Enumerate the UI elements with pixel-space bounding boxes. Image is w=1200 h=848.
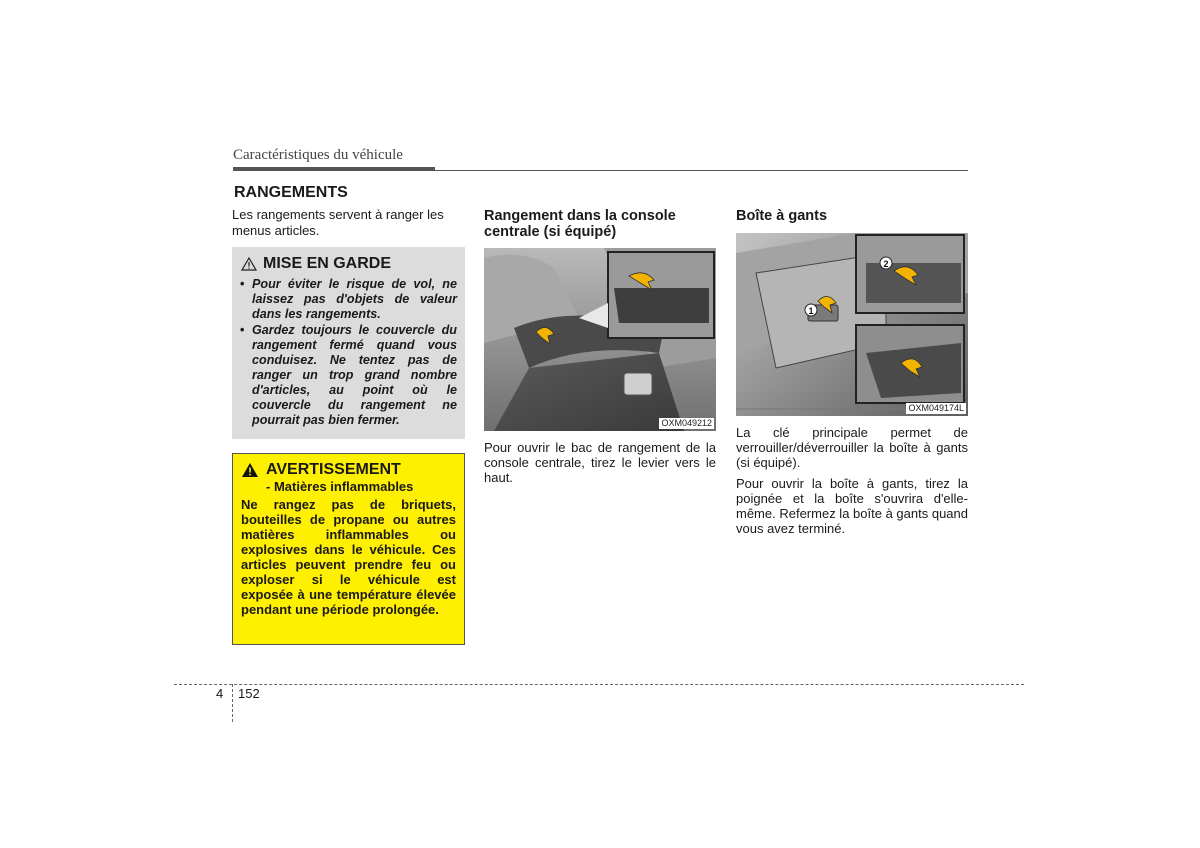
glovebox-photo (736, 233, 968, 416)
glovebox-paragraph: Pour ouvrir la boîte à gants, tirez la poignée et la boîte s'ouvrira d'elle-même. Refermez la boîte à gants quand vous avez terminé. (736, 476, 968, 536)
caution-heading (240, 255, 457, 273)
glovebox-paragraph: La clé principale permet de verrouiller/déverrouiller la boîte à gants (si équipé). (736, 425, 968, 470)
footer-rule (174, 684, 1024, 685)
console-image-code: OXM049212 (661, 418, 712, 428)
footer-chapter-number: 4 (216, 686, 224, 701)
console-photo (484, 248, 716, 431)
warning-box (232, 453, 465, 645)
warning-body: Ne rangez pas de briquets, bouteilles de propane ou autres matières inflammables ou explosives dans le véhicule. Ces articles peuvent prendre feu ou exploser si le véhicule est exposée à une température élevée pendant une période prolongée. (241, 497, 456, 617)
footer-page-number: 152 (238, 686, 260, 701)
glovebox-image-code: OXM049174L (908, 403, 964, 413)
console-title: Rangement dans la console centrale (si équipé) (484, 208, 676, 240)
console-body: Pour ouvrir le bac de rangement de la console centrale, tirez le levier vers le haut. (484, 440, 716, 485)
warning-subheading: - Matières inflammables (266, 479, 414, 494)
section-title: RANGEMENTS (234, 184, 348, 201)
caution-box (232, 247, 465, 439)
caution-list (240, 277, 457, 428)
chapter-title: Caractéristiques du véhicule (233, 147, 403, 163)
footer-divider (232, 684, 233, 722)
glovebox-callout-1: 1 (808, 306, 814, 316)
warning-triangle-icon (241, 462, 259, 478)
warning-heading (241, 461, 456, 479)
warning-heading-text: AVERTISSEMENT (266, 461, 401, 478)
caution-triangle-icon (241, 257, 257, 271)
caution-heading-text: MISE EN GARDE (263, 255, 392, 272)
glovebox-title: Boîte à gants (736, 208, 828, 224)
caution-item: • Gardez toujours le couvercle du rangement fermé quand vous conduisez. Ne tentez pas de ranger un trop grand nombre d'articles, au point où le couvercle du rangement ne pourrait pas bien fermer. (240, 323, 457, 428)
console-illustration (484, 248, 716, 431)
section-intro: Les rangements servent à ranger les menus articles. (232, 207, 444, 238)
header-rule (233, 170, 968, 171)
glovebox-illustration (736, 233, 968, 416)
glovebox-callout-2: 2 (883, 259, 889, 269)
glovebox-body (736, 425, 968, 542)
caution-item: • Pour éviter le risque de vol, ne laissez pas d'objets de valeur dans les rangements. (240, 277, 457, 322)
